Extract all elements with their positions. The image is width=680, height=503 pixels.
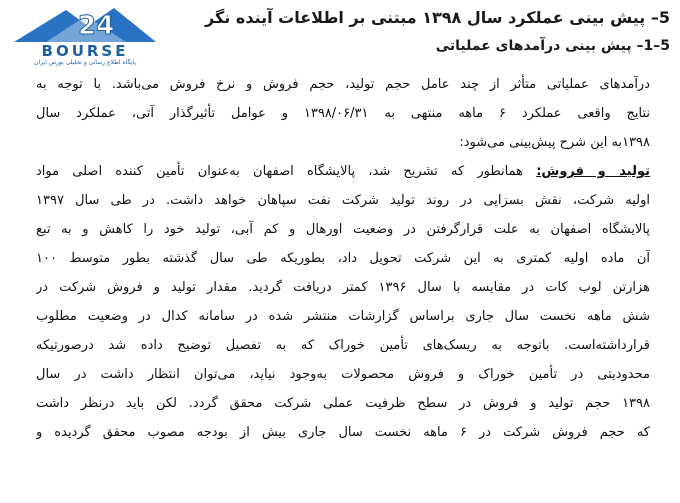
paragraph1-line: درآمدهای عملیاتی متأثر از چند عامل حجم تولید، حجم فروش و نرخ فروش می‌باشد. با توجه به	[36, 77, 650, 92]
paragraph2-line: قرارداشته‌است. باتوجه به ریسک‌های تأمین خوراک که به تفصیل توضیح داده شد درصورتیکه	[36, 338, 650, 353]
paragraph2-intro: همانطور که تشریح شد، پالایشگاه اصفهان به‌عنوان تأمین کننده اصلی مواد	[36, 164, 537, 179]
paragraph1-line: ۱۳۹۸به این شرح پیش‌بینی می‌شود:	[459, 135, 650, 150]
paragraph2-line: محدودیتی در تأمین خوراک و فروش محصولات به‌وجود نیاید، می‌توان انتظار داشت در سال	[36, 367, 650, 382]
paragraph2-line: هزارتن لوب کات در مقایسه با سال ۱۳۹۶ کمتر دریافت گردید. مقدار تولید و فروش شرکت در	[36, 280, 650, 295]
paragraph2-line: شش ماهه نخست سال جاری براساس گزارشات منتشر شده در سامانه کدال در وضعیت مطلوب	[36, 309, 650, 324]
body-text	[36, 70, 650, 447]
logo-tagline: پایگاه اطلاع رسانی و تحلیلی بورس ایران	[34, 59, 136, 66]
paragraph2-line: اولیه شرکت، نقش بسزایی در روند تولید شرکت نفت سپاهان خواهد داشت. در طی سال ۱۳۹۷	[36, 193, 650, 208]
logo-wordmark: BOURSE	[41, 42, 129, 60]
paragraph2-line	[36, 157, 650, 186]
section-subheading: 5–1– پیش بینی درآمدهای عملیاتی	[435, 38, 670, 54]
paragraph2-line: که حجم فروش شرکت در ۶ ماهه نخست سال جاری بیش از بودجه مصوب محقق گردیده و	[36, 425, 650, 440]
bourse-logo	[6, 4, 164, 66]
paragraph2-line: پالایشگاه اصفهان به علت قرارگرفتن در وضعیت اورهال و کم آبی، تولید خود را کاهش و به تبع	[36, 222, 650, 237]
production-label: تولید و فروش:	[536, 164, 650, 179]
paragraph1-line: نتایج واقعی عملکرد ۶ ماهه منتهی به ۱۳۹۸/۰۶/۳۱ و عوامل تأثیرگذار آتی، عملکرد سال	[36, 106, 650, 121]
paragraph2-line: آن ماده اولیه کمتری به این شرکت تحویل داد، بطوریکه طی سال گذشته بطور متوسط ۱۰۰	[36, 251, 650, 266]
svg-text:24: 24	[78, 11, 115, 41]
section-heading: 5– پیش بینی عملکرد سال ۱۳۹۸ مبتنی بر اطلاعات آینده نگر	[205, 8, 670, 27]
paragraph2-line: ۱۳۹۸ حجم تولید و فروش در سطح ظرفیت عملی شرکت محقق گردد. لکن باید درنظر داشت	[36, 396, 650, 411]
logo-emblem	[6, 4, 164, 44]
